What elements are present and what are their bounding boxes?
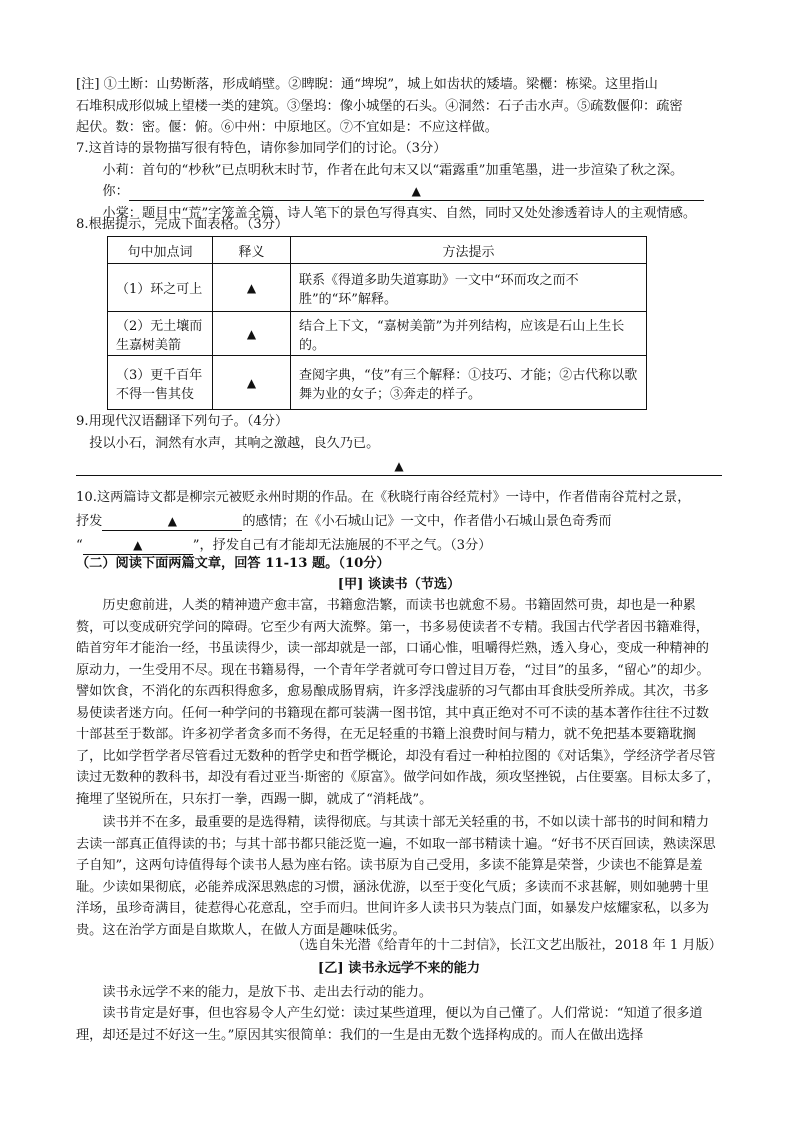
q7-xiaoli: 小莉：首句的“杪秋”已点明秋末时节，作者在此句末又以“霜露重”加重笔墨，进一步渲染了秋之深。 bbox=[102, 162, 684, 178]
note-line-2: 石堆积成形似城上望楼一类的建筑。③堡坞：像小城堡的石头。④洞然：石子击水声。⑤疏数偃仰：疏密 bbox=[76, 98, 683, 114]
header-word: 句中加点词 bbox=[108, 237, 213, 264]
row2-meaning-blank[interactable]: ▲ bbox=[213, 312, 291, 356]
q9-sentence: 投以小石，洞然有水声，其响之激越，良久乃已。 bbox=[89, 435, 380, 451]
article-b-paragraph-1: 读书永远学不来的能力，是放下书、走出去行动的能力。 bbox=[102, 985, 433, 1000]
q9-stem: 9.用现代汉语翻译下列句子。（4分） bbox=[76, 414, 289, 429]
q10-line-1: 10.这两篇诗文都是柳宗元被贬永州时期的作品。在《秋晓行南谷经荒村》一诗中，作者借南谷荒村之景， bbox=[76, 490, 691, 505]
article-b-title: [乙] 读书永远学不来的能力 bbox=[317, 961, 481, 976]
question-10 bbox=[76, 486, 722, 558]
answer-marker-icon: ▲ bbox=[133, 538, 143, 552]
article-a-paragraph-1: 历史愈前进，人类的精神遗产愈丰富，书籍愈浩繁，而读书也就愈不易。书籍固然可贵，却也是一种累赘，可以变成研究学问的障碍。它至少有两大流弊。第一，书多易使读者不专精。我国古代学者因书籍难得，皓首穷年才能治一经，书虽读得少，读一部却就是一部，口诵心惟，咀嚼得烂熟，透入身心，变成一种精神的原动力，一生受用不尽。现在书籍易得，一个青年学者就可夸口曾过目万卷，“过目”的虽多，“留心”的却少。譬如饮食，不消化的东西积得愈多，愈易酿成肠胃病，许多浮浅虚骄的习气都由耳食肤受所养成。其次，书多易使读者迷方向。任何一种学问的书籍现在都可装满一图书馆，其中真正绝对不可不读的基本著作往往不过数十部甚至于数部。许多初学者贪多而不务得，在无足轻重的书籍上浪费时间与精力，就不免把基本要籍耽搁了，比如学哲学者尽管看过无数种的哲学史和哲学概论，却没有看过一种柏拉图的《对话集》，学经济学者尽管读过无数种的教科书，却没有看过亚当·斯密的《原富》。做学问如作战，须攻坚挫锐，占住要塞。目标太多了，掩埋了坚锐所在，只东打一拳，西踢一脚，就成了“消耗战”。 bbox=[76, 598, 720, 807]
q7-stem: 7.这首诗的景物描写很有特色，请你参加同学们的讨论。（3分） bbox=[76, 141, 447, 156]
note-line-3: 起伏。数：密。偃：俯。⑥中州：中原地区。⑦不宜如是：不应这样做。 bbox=[76, 120, 498, 135]
q9-answer-blank[interactable] bbox=[76, 458, 722, 476]
row3-hint: 查阅字典，“伎”有三个解释：①技巧、才能；②古代称以歌舞为业的女子；③奔走的样子。 bbox=[291, 356, 647, 410]
annotation-note bbox=[76, 74, 722, 139]
q10-blank-1[interactable] bbox=[102, 513, 242, 531]
q10-text: ”，抒发自己有才能却无法施展的不平之气。（3分） bbox=[192, 538, 492, 553]
q10-text: “ bbox=[76, 538, 83, 553]
article-a-source: （选自朱光潜《给青年的十二封信》，长江文艺出版社，2018 年 1 月版） bbox=[291, 938, 722, 953]
answer-marker-icon: ▲ bbox=[411, 184, 421, 198]
row2-hint: 结合上下文，“嘉树美箭”为并列结构，应该是石山上生长的。 bbox=[291, 312, 647, 356]
row1-meaning-blank[interactable]: ▲ bbox=[213, 264, 291, 312]
q10-text: 抒发 bbox=[76, 514, 103, 529]
table-row bbox=[108, 264, 647, 312]
header-meaning: 释义 bbox=[213, 237, 291, 264]
table-row bbox=[108, 312, 647, 356]
question-7 bbox=[76, 138, 722, 224]
q8-stem: 8.根据提示，完成下面表格。（3分） bbox=[76, 217, 289, 232]
q10-line-2 bbox=[76, 510, 722, 534]
q7-xiaotang: 小棠：题目中“荒”字笼盖全篇，诗人笔下的景色写得真实、自然，同时又处处渗透着诗人的主观情感。 bbox=[102, 205, 697, 221]
table-header-row bbox=[108, 237, 647, 264]
q7-answer-blank[interactable] bbox=[129, 183, 704, 201]
row3-meaning-blank[interactable]: ▲ bbox=[213, 356, 291, 410]
answer-marker-icon: ▲ bbox=[394, 459, 404, 473]
answer-marker-icon: ▲ bbox=[167, 514, 177, 528]
row1-hint: 联系《得道多助失道寡助》一文中“环而攻之而不胜”的“环”解释。 bbox=[291, 264, 647, 312]
article-a-paragraph-2: 读书并不在多，最重要的是选得精，读得彻底。与其读十部无关轻重的书，不如以读十部书的时间和精力去读一部真正值得读的书；与其十部书都只能泛览一遍，不如取一部书精读十遍。“好书不厌百回读，熟读深思子自知”，这两句诗值得每个读书人悬为座右铭。读书原为自己受用，多读不能算是荣誉，少读也不能算是羞耻。少读如果彻底，必能养成深思熟虑的习惯，涵泳优游，以至于变化气质；多读而不求甚解，则如驰骋十里洋场，虽珍奇满目，徒惹得心花意乱，空手而归。世间许多人读书只为装点门面，如暴发户炫耀家私，以多为贵。这在治学方面是自欺欺人，在做人方面是趣味低劣。 bbox=[76, 815, 716, 938]
row2-word: （2）无土壤而生嘉树美箭 bbox=[108, 312, 213, 356]
q8-table bbox=[107, 236, 647, 410]
table-row bbox=[108, 356, 647, 410]
note-line-1: [注] ①土断：山势断落，形成峭壁。②睥睨：通“埤堄”，城上如齿状的矮墙。梁欐：栋梁。这里指山 bbox=[76, 77, 658, 92]
row3-word: （3）更千百年不得一售其伎 bbox=[108, 356, 213, 410]
article-a-title: [甲] 谈读书（节选） bbox=[337, 577, 461, 592]
q7-ni-label: 你： bbox=[102, 184, 129, 199]
question-9 bbox=[76, 411, 722, 476]
section-2-heading: （二）阅读下面两篇文章，回答 11-13 题。（10分） bbox=[76, 556, 390, 571]
row1-word: （1）环之可上 bbox=[108, 264, 213, 312]
q7-your-answer-line bbox=[76, 181, 722, 203]
q10-text: 的感情；在《小石城山记》一文中，作者借小石城山景色奇秀而 bbox=[242, 514, 612, 529]
article-b-paragraph-2: 读书肯定是好事，但也容易令人产生幻觉：读过某些道理，便以为自己懂了。人们常说：“知道了很多道理，却还是过不好这一生。”原因其实很简单：我们的一生是由无数个选择构成的。而人在做出选择 bbox=[76, 1006, 703, 1043]
header-hint: 方法提示 bbox=[291, 237, 647, 264]
